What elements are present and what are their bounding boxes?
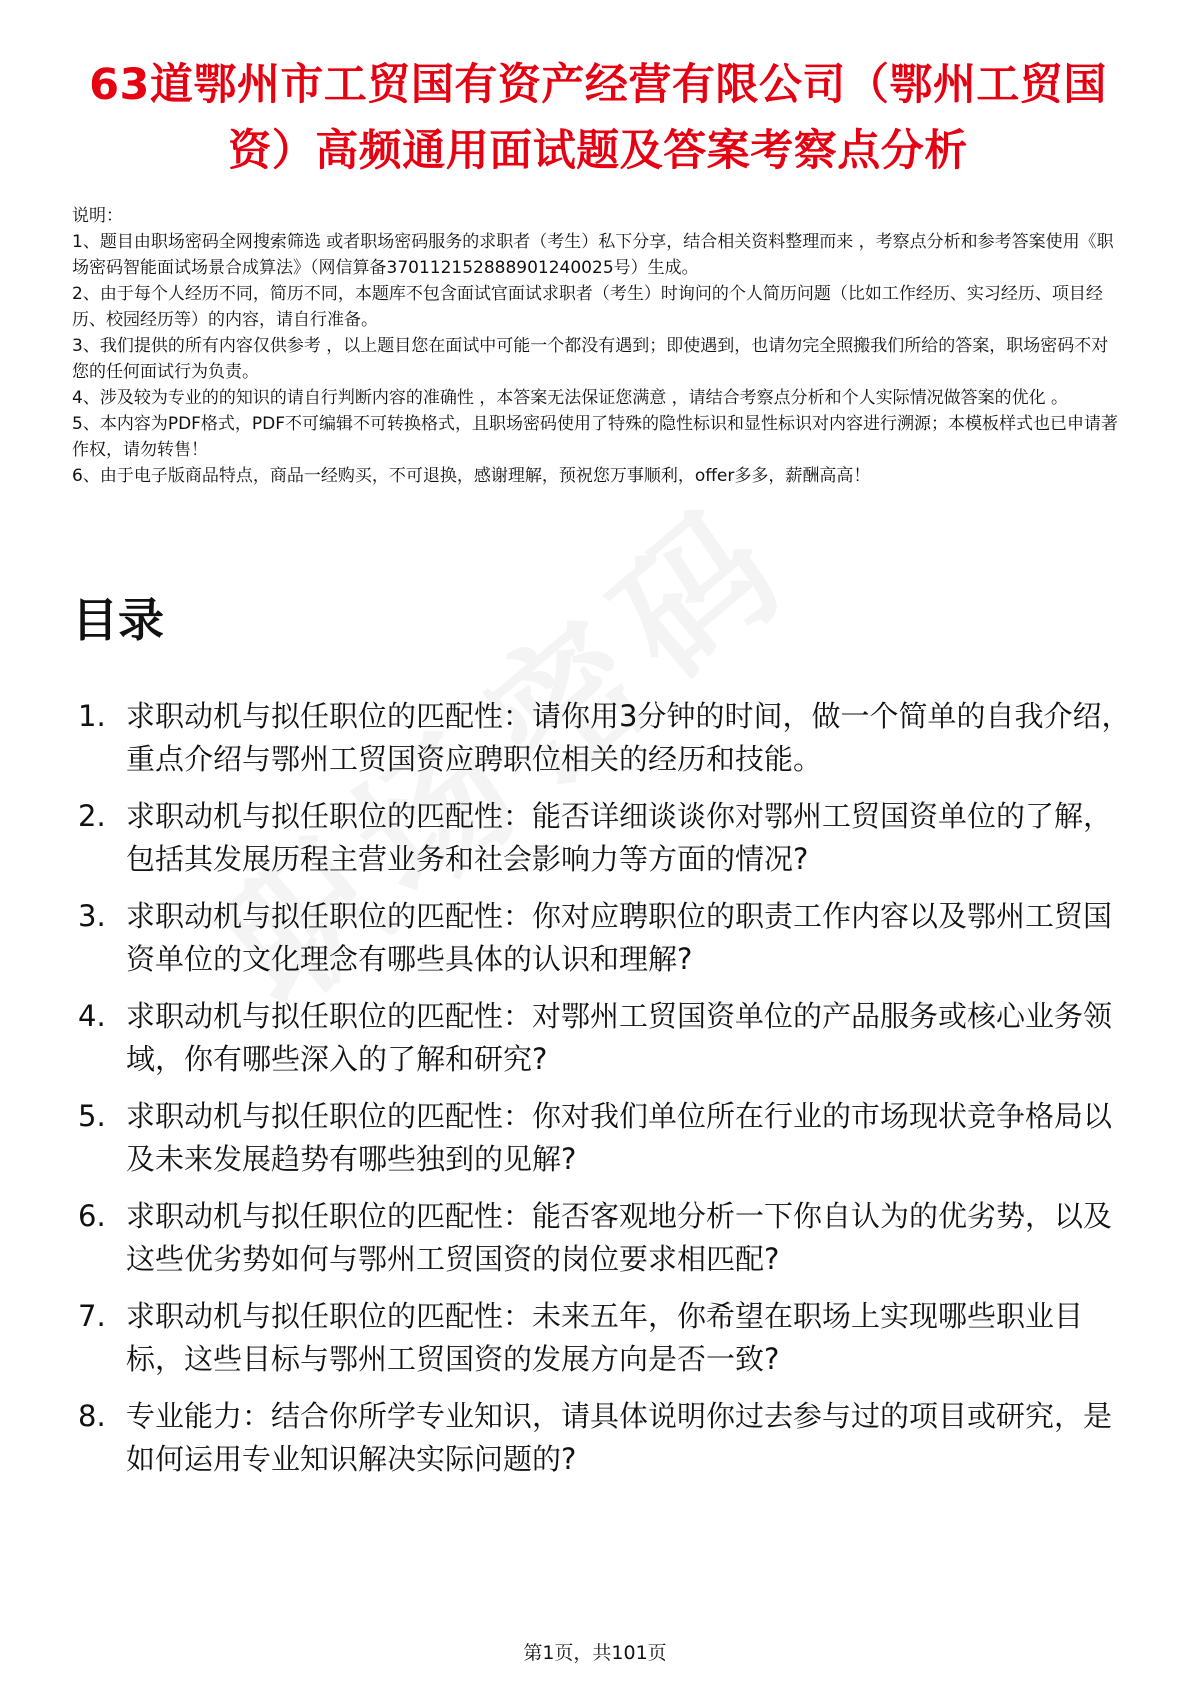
toc-list: [72, 695, 1132, 1495]
toc-item-number: 8.: [78, 1399, 106, 1433]
toc-item-text: 求职动机与拟任职位的匹配性：你对我们单位所在行业的市场现状竞争格局以及未来发展趋势有哪些独到的见解?: [126, 1099, 1113, 1176]
toc-item[interactable]: [72, 795, 1132, 881]
note-item: 4、涉及较为专业的的知识的请自行判断内容的准确性 ，本答案无法保证您满意 ，请结合考察点分析和个人实际情况做答案的优化 。: [72, 388, 1069, 408]
toc-item[interactable]: [72, 995, 1132, 1081]
note-item: 5、本内容为PDF格式，PDF不可编辑不可转换格式，且职场密码使用了特殊的隐性标识和显性标识对内容进行溯源；本模板样式也已申请著作权，请勿转售！: [72, 414, 1119, 460]
toc-item[interactable]: [72, 1395, 1132, 1481]
toc-item-text: 求职动机与拟任职位的匹配性：你对应聘职位的职责工作内容以及鄂州工贸国资单位的文化理念有哪些具体的认识和理解?: [126, 899, 1113, 976]
toc-item-text: 求职动机与拟任职位的匹配性：请你用3分钟的时间，做一个简单的自我介绍，重点介绍与鄂州工贸国资应聘职位相关的经历和技能。: [126, 699, 1131, 776]
toc-item-text: 求职动机与拟任职位的匹配性：未来五年，你希望在职场上实现哪些职业目标，这些目标与鄂州工贸国资的发展方向是否一致?: [126, 1299, 1084, 1376]
toc-item[interactable]: [72, 1095, 1132, 1181]
toc-item-number: 5.: [78, 1099, 106, 1133]
toc-item-text: 专业能力：结合你所学专业知识，请具体说明你过去参与过的项目或研究，是如何运用专业知识解决实际问题的?: [126, 1399, 1113, 1476]
toc-item[interactable]: [72, 695, 1132, 781]
toc-item-number: 4.: [78, 999, 106, 1033]
toc-item-text: 求职动机与拟任职位的匹配性：能否客观地分析一下你自认为的优劣势，以及这些优劣势如何与鄂州工贸国资的岗位要求相匹配?: [126, 1199, 1113, 1276]
toc-item-number: 7.: [78, 1299, 106, 1333]
toc-item-number: 6.: [78, 1199, 106, 1233]
notes-section: [72, 203, 1122, 489]
toc-item[interactable]: [72, 1295, 1132, 1381]
toc-item-text: 求职动机与拟任职位的匹配性：能否详细谈谈你对鄂州工贸国资单位的了解，包括其发展历程主营业务和社会影响力等方面的情况?: [126, 799, 1113, 876]
notes-heading: 说明：: [72, 206, 123, 226]
toc-item-number: 2.: [78, 799, 106, 833]
toc-item-text: 求职动机与拟任职位的匹配性：对鄂州工贸国资单位的产品服务或核心业务领域，你有哪些深入的了解和研究?: [126, 999, 1113, 1076]
toc-item-number: 1.: [78, 699, 106, 733]
note-item: 2、由于每个人经历不同，简历不同，本题库不包含面试官面试求职者（考生）时询问的个人简历问题（比如工作经历、实习经历、项目经历、校园经历等）的内容，请自行准备。: [72, 284, 1103, 330]
note-item: 1、题目由职场密码全网搜索筛选 或者职场密码服务的求职者（考生）私下分享，结合相关资料整理而来 ，考察点分析和参考答案使用《职场密码智能面试场景合成算法》（网信算备370112152888901240025号）生成。: [72, 232, 1114, 278]
toc-item[interactable]: [72, 1195, 1132, 1281]
document-title: 63道鄂州市工贸国有资产经营有限公司（鄂州工贸国资）高频通用面试题及答案考察点分析: [89, 60, 1107, 176]
toc-item-number: 3.: [78, 899, 106, 933]
toc-item[interactable]: [72, 895, 1132, 981]
note-item: 6、由于电子版商品特点，商品一经购买，不可退换，感谢理解，预祝您万事顺利，offer多多，薪酬高高！: [72, 466, 871, 486]
toc-heading: 目录: [72, 593, 164, 647]
page-number: 第1页，共101页: [523, 1642, 667, 1664]
note-item: 3、我们提供的所有内容仅供参考 ，以上题目您在面试中可能一个都没有遇到；即使遇到，也请勿完全照搬我们所给的答案，职场密码不对您的任何面试行为负责。: [72, 336, 1109, 382]
